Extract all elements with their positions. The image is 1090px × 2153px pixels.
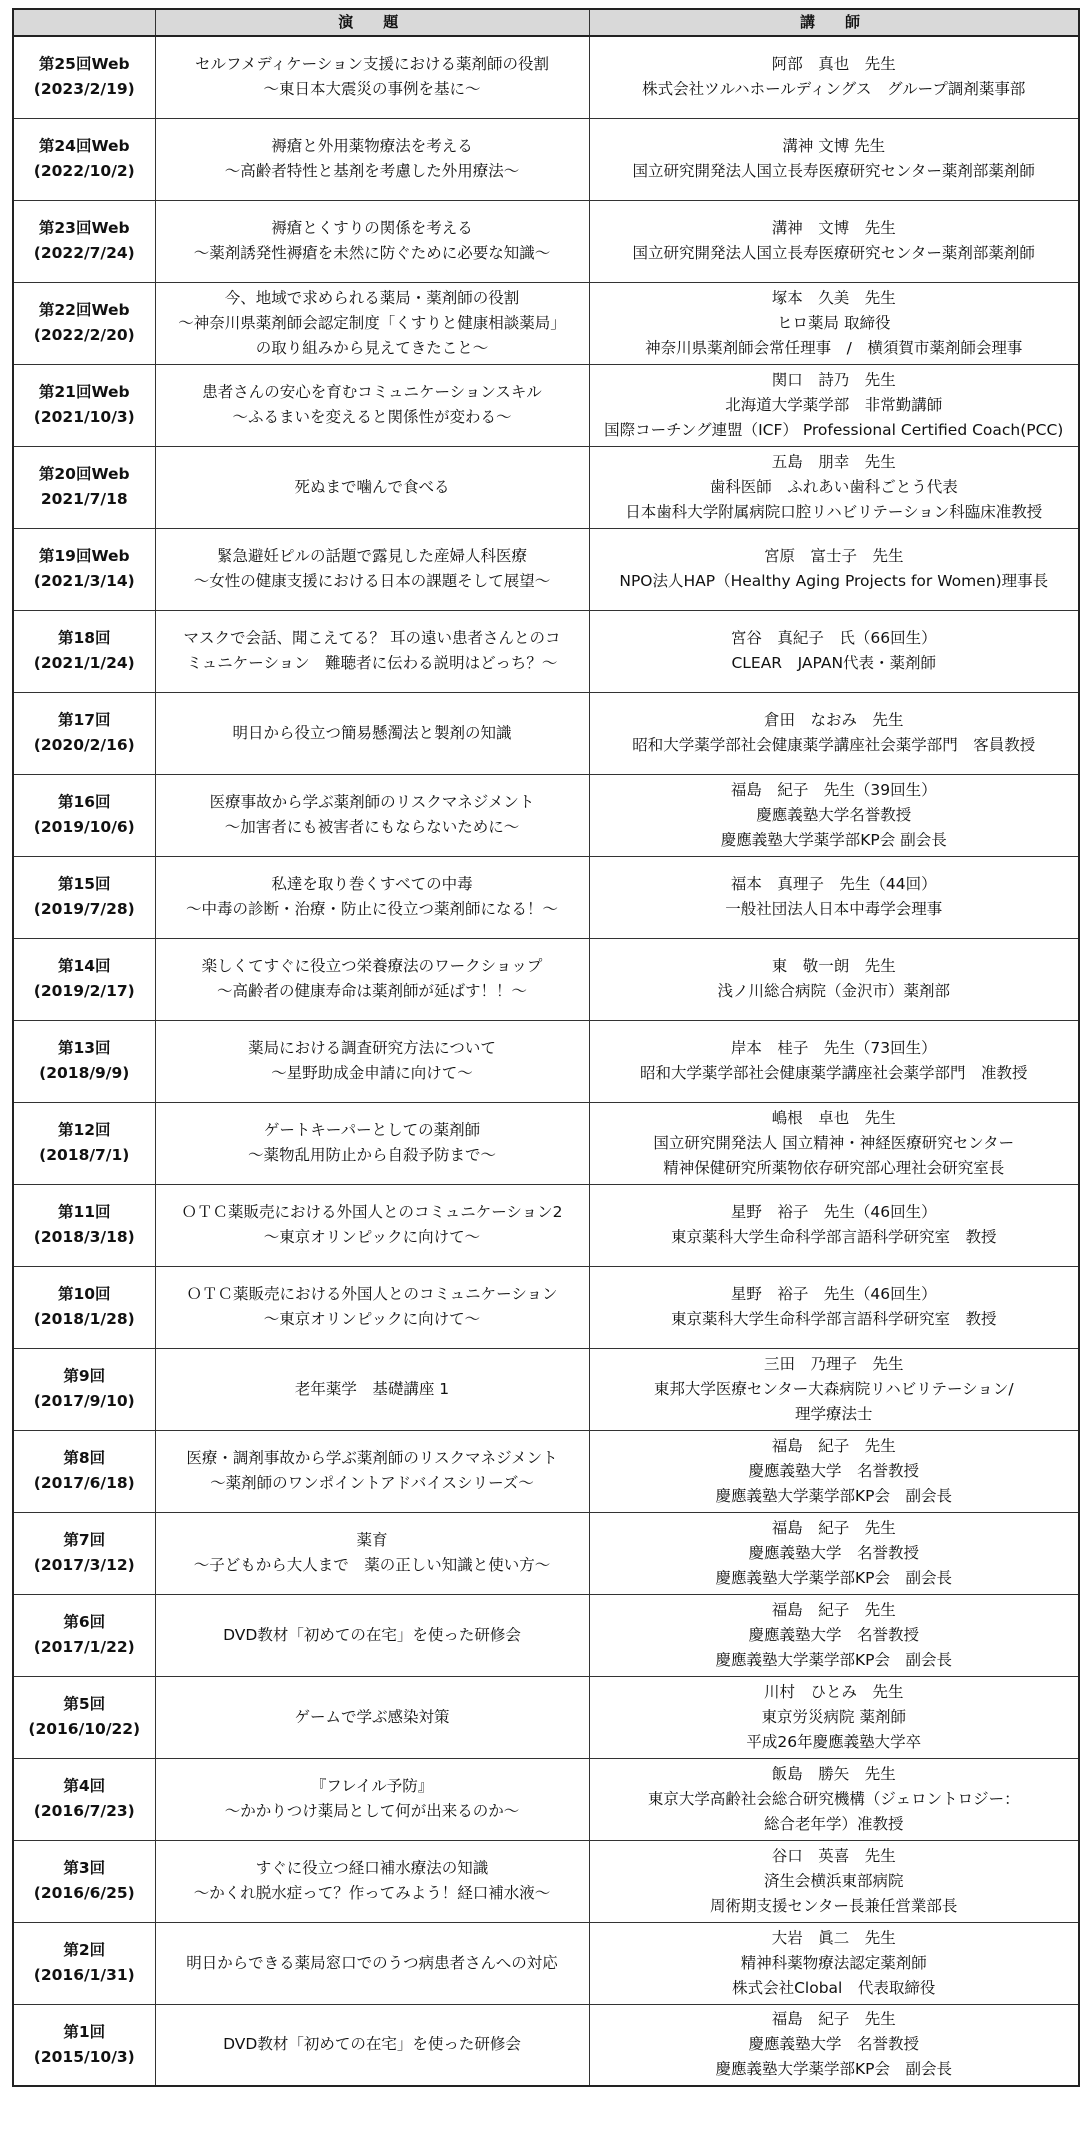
session-cell: [13, 200, 155, 282]
lecturer-cell-line: 歯科医師 ふれあい歯科ごとう代表: [709, 477, 958, 496]
lecturer-cell-line: 慶應義塾大学 名誉教授: [748, 1625, 919, 1644]
session-cell: [13, 1020, 155, 1102]
table-row: [13, 282, 1079, 364]
session-cell-line: 第6回: [63, 1613, 106, 1631]
title-cell: [155, 1922, 589, 2004]
title-cell-line: ～東日本大震災の事例を基に～: [263, 80, 481, 99]
session-cell: [13, 1348, 155, 1430]
lecturer-cell-line: 精神保健研究所薬物依存研究部心理社会研究室長: [663, 1158, 1005, 1177]
session-cell-line: (2018/7/1): [39, 1146, 130, 1164]
session-cell-line: 第13回: [57, 1039, 111, 1057]
session-cell-line: (2015/10/3): [33, 2047, 135, 2066]
title-cell-line: 明日からできる薬局窓口でのうつ病患者さんへの対応: [186, 1953, 558, 1972]
title-cell-line: 楽しくてすぐに役立つ栄養療法のワークショップ: [201, 957, 543, 975]
lecturer-cell: [589, 1102, 1079, 1184]
lecturer-cell-line: 五島 朋幸 先生: [771, 452, 896, 471]
table-row: [13, 446, 1079, 528]
title-cell-line: 緊急避妊ピルの話題で露見した産婦人科医療: [216, 547, 527, 565]
lecturer-cell-line: 慶應義塾大学薬学部KP会 副会長: [715, 1568, 952, 1587]
table-row: [13, 856, 1079, 938]
table-row: [13, 1266, 1079, 1348]
title-cell: [155, 938, 589, 1020]
table-row: [13, 692, 1079, 774]
session-cell-line: (2017/1/22): [33, 1638, 135, 1656]
lecturer-cell-line: 平成26年慶應義塾大学卒: [746, 1732, 922, 1751]
session-cell-line: (2018/3/18): [33, 1228, 135, 1246]
title-cell-line: ～かくれ脱水症って？作ってみよう！経口補水液～: [193, 1884, 551, 1902]
title-cell-line: 薬育: [356, 1531, 388, 1549]
session-cell-line: 第11回: [57, 1203, 111, 1221]
session-cell: [13, 282, 155, 364]
lecture-table: [12, 8, 1080, 2087]
session-cell-line: (2019/10/6): [33, 818, 135, 836]
lecturer-cell: [589, 200, 1079, 282]
table-row: [13, 36, 1079, 118]
lecturer-cell-line: 阿部 真也 先生: [771, 55, 896, 74]
lecturer-cell-line: 昭和大学薬学部社会健康薬学講座社会薬学部門 准教授: [639, 1064, 1028, 1082]
title-cell-line: ～東京オリンピックに向けて～: [263, 1310, 481, 1328]
session-cell-line: (2016/7/23): [33, 1802, 135, 1820]
title-cell: [155, 2004, 589, 2086]
title-cell-line: の取り組みから見えてきたこと～: [255, 338, 489, 357]
session-cell-line: 第2回: [63, 1941, 106, 1959]
lecturer-cell-line: 株式会社Clobal 代表取締役: [732, 1978, 936, 1997]
lecturer-cell-line: 溝神 文博 先生: [782, 137, 886, 155]
lecturer-cell-line: 川村 ひとみ 先生: [763, 1682, 904, 1701]
session-cell-line: (2018/1/28): [33, 1310, 135, 1328]
title-cell: [155, 1840, 589, 1922]
lecturer-cell-line: 国立研究開発法人国立長寿医療研究センター薬剤部薬剤師: [632, 162, 1035, 180]
title-cell-line: 褥瘡とくすりの関係を考える: [271, 219, 473, 237]
title-cell-line: 『フレイル予防』: [310, 1777, 434, 1795]
session-cell: [13, 938, 155, 1020]
session-cell: [13, 118, 155, 200]
lecturer-cell-line: 国立研究開発法人 国立精神・神経医療研究センター: [653, 1133, 1015, 1152]
session-cell-line: (2019/7/28): [33, 900, 135, 918]
lecturer-cell: [589, 1594, 1079, 1676]
session-cell-line: (2019/2/17): [33, 982, 135, 1000]
header-lecturer-cell: 講 師: [589, 9, 1079, 36]
title-cell-line: ～中毒の診断・治療・防止に役立つ薬剤師になる！～: [185, 900, 558, 918]
lecturer-cell: [589, 938, 1079, 1020]
session-cell-line: (2022/2/20): [33, 326, 135, 344]
session-cell-line: 2021/7/18: [40, 490, 128, 508]
title-cell: [155, 1184, 589, 1266]
lecturer-cell-line: 国際コーチング連盟（ICF） Professional Certified Coach(PCC): [604, 420, 1064, 439]
title-cell-line: ゲートキーパーとしての薬剤師: [263, 1121, 481, 1139]
table-row: [13, 1758, 1079, 1840]
lecturer-cell: [589, 692, 1079, 774]
lecturer-cell: [589, 446, 1079, 528]
lecturer-cell: [589, 1348, 1079, 1430]
lecturer-cell-line: 慶應義塾大学薬学部KP会 副会長: [715, 2060, 952, 2079]
session-cell: [13, 1758, 155, 1840]
lecturer-cell-line: 一般社団法人日本中毒学会理事: [725, 900, 943, 918]
lecturer-cell-line: 飯島 勝矢 先生: [771, 1764, 896, 1783]
lecturer-cell-line: 福島 紀子 先生: [771, 2010, 896, 2029]
lecturer-cell-line: 福島 紀子 先生: [771, 1518, 896, 1537]
title-cell-line: ～高齢者特性と基剤を考慮した外用療法～: [224, 162, 520, 180]
lecturer-cell: [589, 1676, 1079, 1758]
lecturer-cell-line: 福島 紀子 先生（39回生）: [730, 780, 937, 799]
title-cell: [155, 118, 589, 200]
title-cell-line: 明日から役立つ簡易懸濁法と製剤の知識: [232, 723, 512, 742]
session-cell-line: (2016/1/31): [33, 1966, 135, 1984]
title-cell-line: セルフメディケーション支援における薬剤師の役割: [194, 55, 550, 74]
lecturer-cell-line: 三田 乃理子 先生: [763, 1354, 904, 1373]
title-cell-line: 今、地域で求められる薬局・薬剤師の役割: [224, 288, 520, 307]
lecturer-cell-line: NPO法人HAP（Healthy Aging Projects for Women)理事長: [619, 572, 1049, 590]
lecturer-cell-line: 昭和大学薬学部社会健康薬学講座社会薬学部門 客員教授: [632, 736, 1036, 754]
session-cell-line: 第5回: [63, 1695, 106, 1713]
lecturer-cell: [589, 1430, 1079, 1512]
session-cell-line: (2021/10/3): [33, 408, 135, 426]
lecturer-cell-line: 岸本 桂子 先生（73回生）: [730, 1039, 937, 1057]
lecturer-cell-line: 東 敬一朗 先生: [771, 957, 896, 975]
session-cell: [13, 610, 155, 692]
table-row: [13, 1676, 1079, 1758]
title-cell: [155, 1594, 589, 1676]
title-cell-line: 医療・調剤事故から学ぶ薬剤師のリスクマネジメント: [186, 1449, 558, 1467]
lecturer-cell: [589, 1184, 1079, 1266]
lecturer-cell: [589, 528, 1079, 610]
table-row: [13, 774, 1079, 856]
session-cell-line: (2017/6/18): [33, 1474, 135, 1492]
title-cell: [155, 856, 589, 938]
title-cell-line: ～東京オリンピックに向けて～: [263, 1228, 481, 1246]
session-cell: [13, 1430, 155, 1512]
table-row: [13, 1020, 1079, 1102]
table-row: [13, 938, 1079, 1020]
session-cell: [13, 364, 155, 446]
title-cell-line: DVD教材「初めての在宅」を使った研修会: [223, 1625, 521, 1644]
session-cell: [13, 1676, 155, 1758]
title-cell-line: ～神奈川県薬剤師会認定制度「くすりと健康相談薬局」: [178, 313, 566, 332]
session-cell-line: 第8回: [63, 1449, 106, 1467]
header-title-cell: 演 題: [155, 9, 589, 36]
title-cell-line: ～薬物乱用防止から自殺予防まで～: [247, 1146, 496, 1164]
lecture-table-body: [13, 36, 1079, 2086]
table-row: [13, 1922, 1079, 2004]
title-cell-line: ～高齢者の健康寿命は薬剤師が延ばす！！～: [216, 982, 527, 1000]
lecturer-cell-line: 宮原 富士子 先生: [763, 547, 904, 565]
lecturer-cell-line: 東京大学高齢社会総合研究機構（ジェロントロジー：: [647, 1789, 1020, 1808]
session-cell-line: 第25回Web: [38, 55, 130, 74]
title-cell-line: 私達を取り巻くすべての中毒: [271, 875, 473, 893]
lecturer-cell-line: 国立研究開発法人国立長寿医療研究センター薬剤部薬剤師: [632, 244, 1035, 262]
title-cell: [155, 1102, 589, 1184]
lecturer-cell-line: 福島 紀子 先生: [771, 1600, 896, 1619]
table-row: [13, 1512, 1079, 1594]
table-row: [13, 610, 1079, 692]
title-cell-line: ミュニケーション 難聴者に伝わる説明はどっち？～: [186, 654, 558, 672]
session-cell: [13, 692, 155, 774]
title-cell-line: 薬局における調査研究方法について: [248, 1039, 496, 1057]
session-cell: [13, 1102, 155, 1184]
lecturer-cell: [589, 118, 1079, 200]
session-cell-line: 第22回Web: [38, 301, 130, 319]
title-cell: [155, 200, 589, 282]
lecturer-cell: [589, 774, 1079, 856]
lecturer-cell-line: 慶應義塾大学 名誉教授: [748, 1461, 919, 1480]
lecturer-cell: [589, 1266, 1079, 1348]
lecturer-cell-line: 大岩 眞二 先生: [771, 1928, 896, 1947]
lecturer-cell-line: 理学療法士: [794, 1404, 873, 1423]
session-cell: [13, 1840, 155, 1922]
lecturer-cell: [589, 1512, 1079, 1594]
lecturer-cell-line: 福島 紀子 先生: [771, 1436, 896, 1455]
session-cell-line: 第23回Web: [38, 219, 130, 237]
session-cell: [13, 1512, 155, 1594]
table-row: [13, 528, 1079, 610]
title-cell-line: ～薬剤誘発性褥瘡を未然に防ぐために必要な知識～: [193, 244, 551, 262]
title-cell: [155, 36, 589, 118]
lecturer-cell-line: 倉田 なおみ 先生: [763, 711, 904, 729]
lecturer-cell: [589, 1758, 1079, 1840]
lecturer-cell-line: 福本 真理子 先生（44回）: [730, 875, 937, 893]
table-row: [13, 364, 1079, 446]
session-cell-line: 第21回Web: [38, 383, 130, 401]
lecturer-cell-line: CLEAR JAPAN代表・薬剤師: [731, 654, 937, 672]
session-cell: [13, 1922, 155, 2004]
title-cell-line: すぐに役立つ経口補水療法の知識: [255, 1859, 489, 1877]
lecturer-cell-line: 北海道大学薬学部 非常勤講師: [725, 395, 943, 414]
lecturer-cell: [589, 1840, 1079, 1922]
title-cell-line: DVD教材「初めての在宅」を使った研修会: [223, 2035, 521, 2054]
lecturer-cell-line: 溝神 文博 先生: [771, 219, 896, 237]
lecturer-cell-line: 星野 裕子 先生（46回生）: [730, 1203, 937, 1221]
lecturer-cell-line: 慶應義塾大学薬学部KP会 副会長: [715, 1486, 952, 1505]
session-cell: [13, 528, 155, 610]
lecturer-cell-line: 慶應義塾大学薬学部KP会 副会長: [720, 830, 947, 849]
title-cell: [155, 610, 589, 692]
session-cell: [13, 446, 155, 528]
session-cell-line: 第15回: [57, 875, 111, 893]
lecturer-cell-line: 周術期支援センター長兼任営業部長: [710, 1896, 958, 1915]
title-cell-line: 褥瘡と外用薬物療法を考える: [271, 137, 473, 155]
session-cell-line: (2021/1/24): [33, 654, 135, 672]
title-cell: [155, 692, 589, 774]
table-row: [13, 118, 1079, 200]
title-cell-line: 死ぬまで噛んで食べる: [294, 477, 450, 496]
title-cell-line: マスクで会話、聞こえてる？ 耳の遠い患者さんとのコ: [183, 629, 561, 647]
title-cell-line: 患者さんの安心を育むコミュニケーションスキル: [202, 383, 542, 401]
title-cell-line: ＯＴＣ薬販売における外国人とのコミュニケーション2: [181, 1203, 563, 1221]
table-row: [13, 1840, 1079, 1922]
title-cell: [155, 774, 589, 856]
lecturer-cell-line: 東京薬科大学生命科学部言語科学研究室 教授: [670, 1228, 997, 1246]
header-row: [13, 9, 1079, 36]
lecturer-cell: [589, 1922, 1079, 2004]
title-cell: [155, 528, 589, 610]
table-row: [13, 200, 1079, 282]
session-cell-line: 第24回Web: [38, 137, 130, 155]
session-cell: [13, 1594, 155, 1676]
lecturer-cell: [589, 282, 1079, 364]
session-cell-line: 第9回: [63, 1367, 106, 1385]
lecturer-cell: [589, 1020, 1079, 1102]
title-cell: [155, 1512, 589, 1594]
session-cell-line: 第14回: [57, 957, 111, 975]
lecturer-cell-line: 総合老年学）准教授: [763, 1814, 904, 1833]
title-cell-line: ～星野助成金申請に向けて～: [271, 1064, 473, 1082]
session-cell: [13, 1266, 155, 1348]
session-cell-line: 第17回: [57, 711, 111, 729]
lecturer-cell-line: ヒロ薬局 取締役: [777, 313, 891, 332]
lecturer-cell: [589, 36, 1079, 118]
lecturer-cell-line: 星野 裕子 先生（46回生）: [730, 1285, 937, 1303]
title-cell-line: ～薬剤師のワンポイントアドバイスシリーズ～: [210, 1474, 534, 1492]
title-cell: [155, 282, 589, 364]
session-cell: [13, 774, 155, 856]
session-cell-line: 第16回: [57, 793, 111, 811]
session-cell-line: 第10回: [57, 1285, 111, 1303]
lecturer-cell-line: 慶應義塾大学 名誉教授: [748, 2035, 919, 2054]
lecturer-cell-line: 精神科薬物療法認定薬剤師: [740, 1953, 927, 1972]
lecturer-cell-line: 東京労災病院 薬剤師: [761, 1707, 906, 1726]
lecturer-cell-line: 東邦大学医療センター大森病院リハビリテーション/: [653, 1379, 1014, 1398]
table-row: [13, 1348, 1079, 1430]
lecturer-cell-line: 東京薬科大学生命科学部言語科学研究室 教授: [670, 1310, 997, 1328]
session-cell: [13, 856, 155, 938]
table-row: [13, 1184, 1079, 1266]
lecturer-cell-line: 塚本 久美 先生: [771, 288, 896, 307]
session-cell-line: 第18回: [57, 629, 111, 647]
table-row: [13, 1102, 1079, 1184]
session-cell-line: (2018/9/9): [39, 1064, 130, 1082]
title-cell: [155, 1020, 589, 1102]
title-cell: [155, 364, 589, 446]
lecturer-cell-line: 宮谷 真紀子 氏（66回生）: [730, 629, 937, 647]
session-cell-line: 第12回: [57, 1121, 111, 1139]
session-cell-line: 第20回Web: [38, 465, 130, 483]
title-cell: [155, 1348, 589, 1430]
lecturer-cell: [589, 364, 1079, 446]
lecturer-cell-line: 慶應義塾大学薬学部KP会 副会長: [715, 1650, 952, 1669]
title-cell-line: ～子どもから大人まで 薬の正しい知識と使い方～: [193, 1556, 551, 1574]
title-cell: [155, 1758, 589, 1840]
session-cell-line: (2023/2/19): [33, 80, 135, 99]
session-cell-line: 第1回: [63, 2022, 106, 2041]
header-session-cell: [13, 9, 155, 36]
session-cell-line: (2017/3/12): [33, 1556, 135, 1574]
lecturer-cell-line: 株式会社ツルハホールディングス グループ調剤薬事部: [642, 80, 1026, 99]
session-cell: [13, 36, 155, 118]
title-cell: [155, 1266, 589, 1348]
title-cell-line: ＯＴＣ薬販売における外国人とのコミュニケーション: [186, 1285, 558, 1303]
session-cell-line: 第19回Web: [38, 547, 130, 565]
session-cell: [13, 1184, 155, 1266]
session-cell-line: (2021/3/14): [33, 572, 135, 590]
lecturer-cell: [589, 610, 1079, 692]
session-cell-line: 第3回: [63, 1859, 106, 1877]
lecturer-cell-line: 関口 詩乃 先生: [771, 370, 896, 389]
session-cell-line: 第4回: [63, 1777, 106, 1795]
session-cell-line: (2022/10/2): [33, 162, 135, 180]
title-cell: [155, 446, 589, 528]
lecturer-cell-line: 神奈川県薬剤師会常任理事 / 横須賀市薬剤師会理事: [645, 338, 1023, 357]
title-cell-line: ～女性の健康支援における日本の課題そして展望～: [193, 572, 551, 590]
title-cell-line: ～ふるまいを変えると関係性が変わる～: [232, 408, 512, 426]
session-cell-line: (2016/10/22): [28, 1720, 141, 1738]
title-cell-line: ゲームで学ぶ感染対策: [294, 1707, 450, 1726]
title-cell-line: 医療事故から学ぶ薬剤師のリスクマネジメント: [209, 793, 535, 811]
title-cell-line: 老年薬学 基礎講座 1: [294, 1379, 450, 1398]
session-cell: [13, 2004, 155, 2086]
session-cell-line: (2016/6/25): [33, 1884, 135, 1902]
lecturer-cell-line: 谷口 英喜 先生: [771, 1846, 896, 1865]
lecturer-cell-line: 慶應義塾大学 名誉教授: [748, 1543, 919, 1562]
lecturer-cell-line: 日本歯科大学附属病院口腔リハビリテーション科臨床准教授: [625, 502, 1043, 521]
table-row: [13, 2004, 1079, 2086]
lecturer-cell-line: 済生会横浜東部病院: [763, 1871, 904, 1890]
title-cell-line: ～加害者にも被害者にもならないために～: [224, 818, 520, 836]
title-cell: [155, 1676, 589, 1758]
lecturer-cell: [589, 2004, 1079, 2086]
lecturer-cell: [589, 856, 1079, 938]
title-cell: [155, 1430, 589, 1512]
session-cell-line: (2017/9/10): [33, 1392, 135, 1410]
lecturer-cell-line: 慶應義塾大学名誉教授: [756, 805, 912, 824]
lecturer-cell-line: 浅ノ川総合病院（金沢市）薬剤部: [717, 982, 950, 1000]
lecturer-cell-line: 嶋根 卓也 先生: [771, 1108, 896, 1127]
title-cell-line: ～かかりつけ薬局として何が出来るのか～: [224, 1802, 520, 1820]
session-cell-line: (2020/2/16): [33, 736, 135, 754]
session-cell-line: 第7回: [63, 1531, 106, 1549]
table-row: [13, 1594, 1079, 1676]
table-row: [13, 1430, 1079, 1512]
session-cell-line: (2022/7/24): [33, 244, 135, 262]
